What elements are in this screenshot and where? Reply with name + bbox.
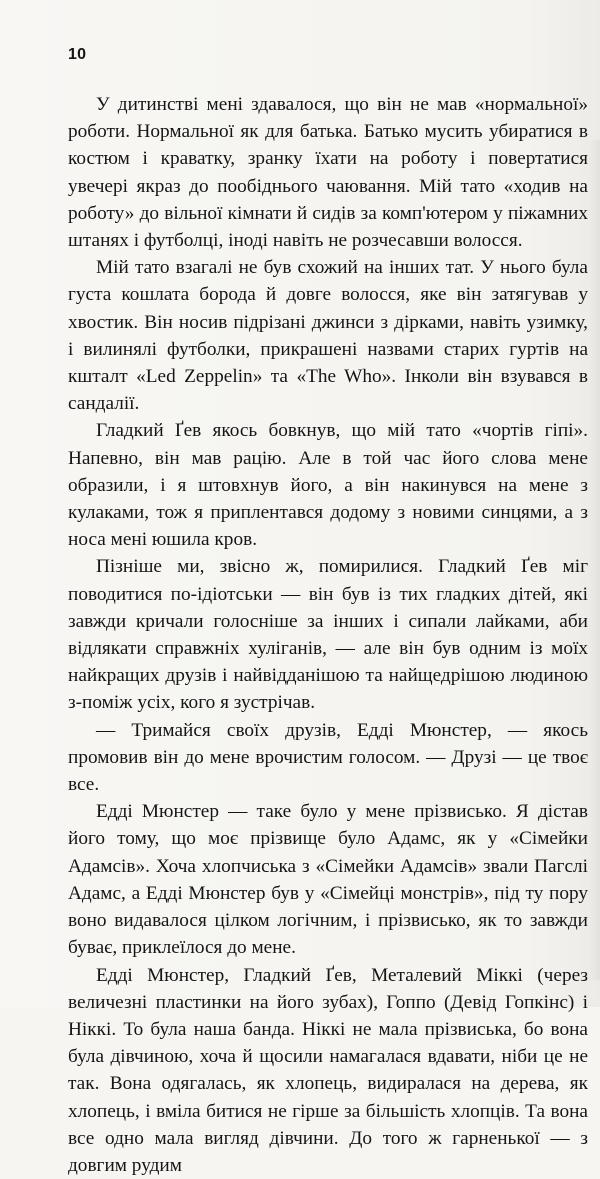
paragraph-1: У дитинстві мені здавалося, що він не мав «нормальної» роботи. Нормальної як для батька. Батько мусить убиратися в костюм і краватку, зранку їхати на роботу і повертатися увечері якраз до пообіднього чаювання. Мій тато «ходив на роботу» до вільної кімнати й сидів за комп'ютером у піжамних штанях і футболці, іноді навіть не розчесавши волосся. xyxy=(68,91,588,254)
paragraph-6: Едді Мюнстер — таке було у мене прізвисько. Я дістав його тому, що моє прізвище було Адамс, як у «Сімейки Адамсів». Хоча хлопчиська з «Сімейки Адамсів» звали Пагслі Адамс, а Едді Мюнстер був у «Сімейці монстрів», під ту пору воно видавалося цілком логічним, і прізвисько, як то завжди буває, приклеїлося до мене. xyxy=(68,798,588,961)
paragraph-7: Едді Мюнстер, Гладкий Ґев, Металевий Міккі (через величезні пластинки на його зубах), Гоппо (Девід Гопкінс) і Ніккі. То була наша банда. Ніккі не мала прізвиська, бо вона була дівчиною, хоча й щосили намагалася вдавати, ніби це не так. Вона одягалась, як хлопець, видиралася на дерева, як хлопець, і вміла битися не гірше за більшість хлопців. Та вона все одно мала вигляд дівчини. До того ж гарненької — з довгим рудим xyxy=(68,962,588,1179)
paragraph-4: Пізніше ми, звісно ж, помирилися. Гладкий Ґев міг поводитися по-ідіотськи — він був із тих гладких дітей, які завжди кричали голосніше за інших і сипали лайками, аби відлякати справжніх хуліганів, — але він був одним із моїх найкращих друзів і найвідданішою та найщедрішою людиною з-поміж усіх, кого я зустрічав. xyxy=(68,553,588,716)
paragraph-5: — Тримайся своїх друзів, Едді Мюнстер, — якось промовив він до мене врочистим голосом. — Друзі — це твоє все. xyxy=(68,717,588,799)
page-number: 10 xyxy=(68,47,86,63)
body-text xyxy=(68,91,588,1179)
paragraph-3: Гладкий Ґев якось бовкнув, що мій тато «чортів гіпі». Напевно, він мав рацію. Але в той час його слова мене образили, і я штовхнув його, а він накинувся на мене з кулаками, тож я приплентався додому з новими синцями, а з носа мені юшила кров. xyxy=(68,417,588,553)
page-edge-shadow xyxy=(588,140,600,980)
paragraph-2: Мій тато взагалі не був схожий на інших тат. У нього була густа кошлата борода й довге волосся, яке він затягував у хвостик. Він носив підрізані джинси з дірками, навіть узимку, і вилинялі футболки, прикрашені назвами старих гуртів на кшталт «Led Zeppelin» та «The Who». Інколи він взувався в сандалії. xyxy=(68,254,588,417)
